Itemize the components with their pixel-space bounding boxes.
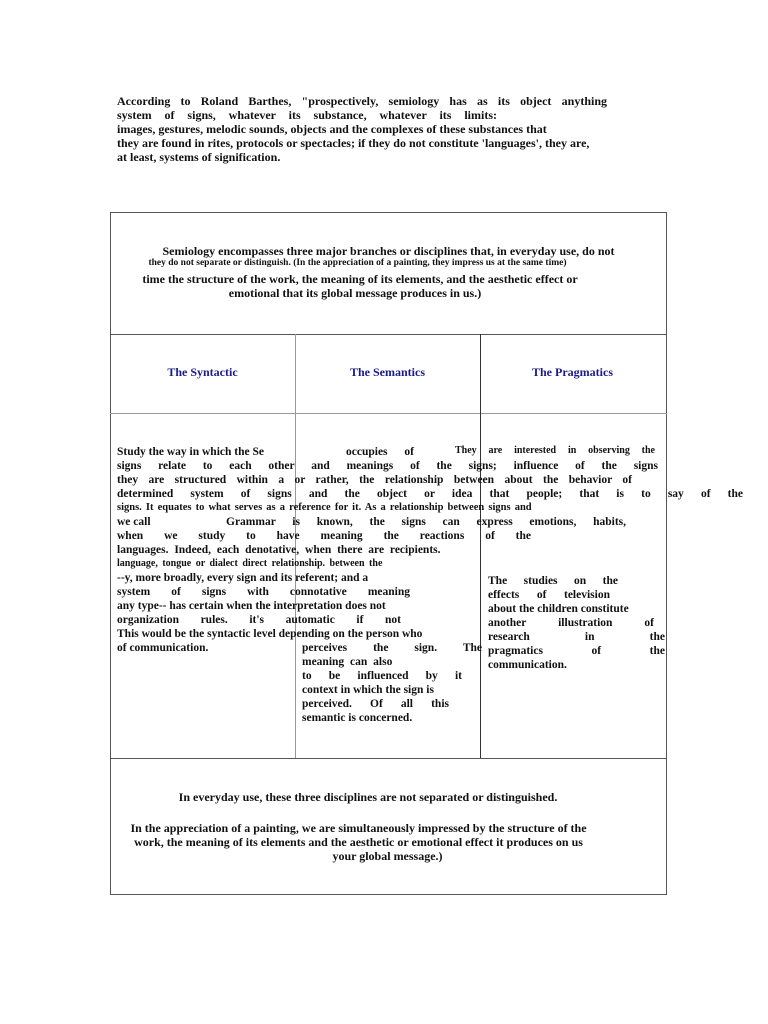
pragmatics-text: communication. <box>488 659 567 671</box>
body-text: Study the way in which the Se <box>117 446 264 458</box>
body-text: determined system of signs and the object or idea that people; that is to say of the <box>117 488 743 500</box>
table-header-line: emotional that its global message produces in us.) <box>228 286 482 300</box>
intro-line: images, gestures, melodic sounds, objects and the complexes of these substances that <box>117 122 547 136</box>
semantics-text: context in which the sign is <box>302 684 434 696</box>
body-text: This would be the syntactic level depending on the person who <box>117 628 423 640</box>
body-text: --y, more broadly, every sign and its referent; and a <box>117 572 369 584</box>
footer-line: In everyday use, these three disciplines are not separated or distinguished. <box>178 790 558 804</box>
pragmatics-text: about the children constitute <box>488 603 629 615</box>
body-text: languages. Indeed, each denotative, when there are recipients. <box>117 544 441 556</box>
body-text: we call <box>117 516 151 528</box>
pragmatics-text: The studies on the <box>488 575 618 587</box>
semantics-text: meaning can also <box>302 656 393 668</box>
body-text: system of signs with connotative meaning <box>117 586 410 598</box>
body-text: when we study to have meaning the reactions of the <box>117 530 531 542</box>
body-text: signs. It equates to what serves as a reference for it. As a relationship between signs and <box>117 502 532 513</box>
table-header-line: Semiology encompasses three major branches or disciplines that, in everyday use, do not <box>162 244 615 258</box>
semantics-text: perceives the sign. The <box>302 642 482 654</box>
semantics-text: semantic is concerned. <box>302 712 413 724</box>
table-divider <box>110 758 667 759</box>
body-text: Grammar is known, the signs can express emotions, habits, <box>226 516 626 528</box>
semantics-text: to be influenced by it <box>302 670 462 682</box>
body-text: they are structured within a or rather, the relationship between about the behavior of <box>117 474 632 486</box>
intro-paragraph <box>117 94 607 164</box>
body-text: signs relate to each other and meanings of the signs; influence of the signs <box>117 460 658 472</box>
footer-line: your global message.) <box>332 849 443 863</box>
body-text: of communication. <box>117 642 209 654</box>
pragmatics-text: pragmatics of the <box>488 645 665 657</box>
table-divider <box>110 413 667 414</box>
column-title-syntactic: The Syntactic <box>167 365 238 379</box>
pragmatics-text: research in the <box>488 631 665 643</box>
column-title-semantics: The Semantics <box>350 365 425 379</box>
intro-line: According to Roland Barthes, "prospectively, semiology has as its object anything <box>117 94 607 108</box>
table-divider <box>110 334 667 335</box>
table-header-line: they do not separate or distinguish. (In the appreciation of a painting, they impress us at the same time) <box>148 258 567 268</box>
table-header-line: time the structure of the work, the meaning of its elements, and the aesthetic effect or <box>142 272 578 286</box>
intro-line: system of signs, whatever its substance, whatever its limits: <box>117 108 497 122</box>
pragmatics-text: another illustration of <box>488 617 654 629</box>
body-text: organization rules. it's automatic if not <box>117 614 401 626</box>
column-title-pragmatics: The Pragmatics <box>532 365 613 379</box>
footer-line: In the appreciation of a painting, we are simultaneously impressed by the structure of the <box>130 821 587 835</box>
body-text: any type-- has certain when the interpretation does not <box>117 600 386 612</box>
pragmatics-text: effects of television <box>488 589 610 601</box>
body-text: language, tongue or dialect direct relationship. between the <box>117 558 383 569</box>
footer-line: work, the meaning of its elements and the aesthetic or emotional effect it produces on us <box>134 835 583 849</box>
intro-line: they are found in rites, protocols or spectacles; if they do not constitute 'languages', they are, <box>117 136 590 150</box>
intro-line: at least, systems of signification. <box>117 150 281 164</box>
body-text: occupies of <box>346 446 414 458</box>
body-text: They are interested in observing the <box>455 445 655 456</box>
column-divider <box>480 334 481 758</box>
semantics-text: perceived. Of all this <box>302 698 449 710</box>
